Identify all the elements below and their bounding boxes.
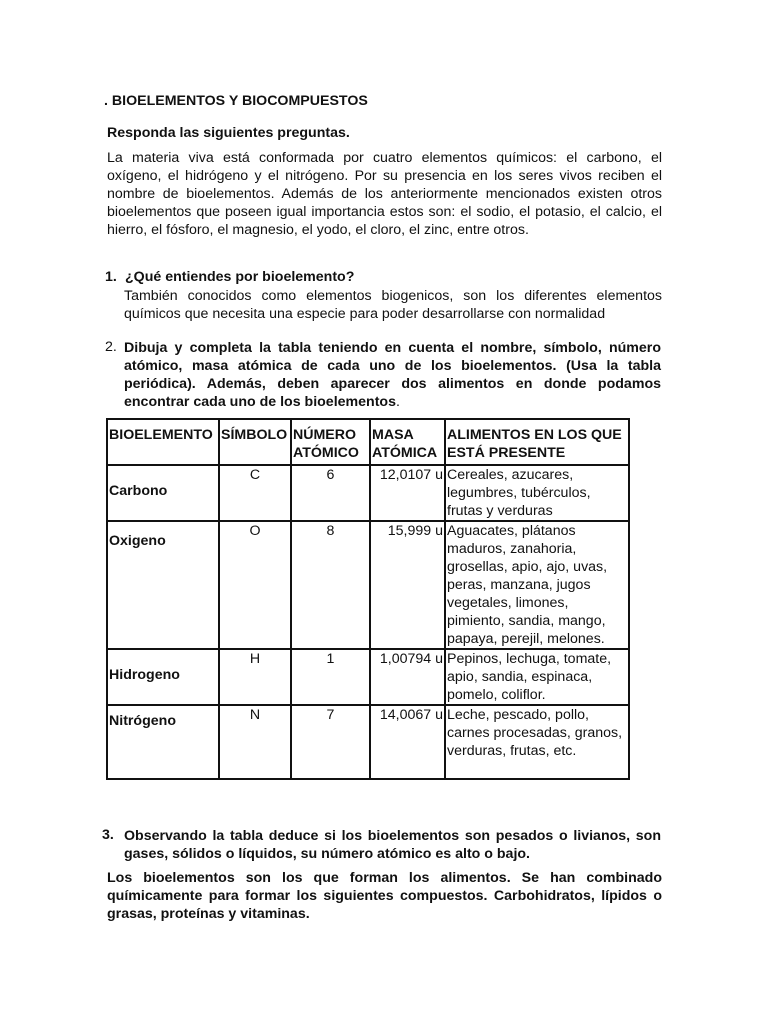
header-alimentos: ALIMENTOS EN LOS QUE ESTÁ PRESENTE	[445, 419, 629, 465]
cell-symbol: N	[219, 705, 291, 779]
cell-foods: Cereales, azucares, legumbres, tubérculos, frutas y verduras	[445, 465, 629, 521]
instruction-text: Responda las siguientes preguntas.	[107, 125, 350, 141]
question-1-text: ¿Qué entiendes por bioelemento?	[125, 269, 355, 285]
cell-symbol: C	[219, 465, 291, 521]
cell-mass: 15,999 u	[370, 521, 445, 649]
table-row	[107, 465, 629, 521]
cell-foods: Leche, pescado, pollo, carnes procesadas, granos, verduras, frutas, etc.	[445, 705, 629, 779]
table-row	[107, 705, 629, 779]
cell-number: 8	[291, 521, 370, 649]
cell-foods: Pepinos, lechuga, tomate, apio, sandia, espinaca, pomelo, coliflor.	[445, 649, 629, 705]
header-numero-atomico: NÚMERO ATÓMICO	[291, 419, 370, 465]
cell-number: 1	[291, 649, 370, 705]
cell-mass: 12,0107 u	[370, 465, 445, 521]
question-2-question: Dibuja y completa la tabla teniendo en cuenta el nombre, símbolo, número atómico, masa atómica de cada uno de los bioelementos. (Usa la tabla periódica). Además, deben aparecer dos alimentos en donde podamos encontrar cada uno de los bioelementos	[124, 340, 661, 410]
cell-name: Nitrógeno	[107, 705, 219, 779]
header-bioelemento: BIOELEMENTO	[107, 419, 219, 465]
question-2-period: .	[396, 394, 400, 410]
cell-number: 7	[291, 705, 370, 779]
cell-symbol: O	[219, 521, 291, 649]
cell-number: 6	[291, 465, 370, 521]
cell-mass: 14,0067 u	[370, 705, 445, 779]
intro-paragraph: La materia viva está conformada por cuatro elementos químicos: el carbono, el oxígeno, el hidrógeno y el nitrógeno. Por su presencia en los seres vivos reciben el nombre de bioelementos. Además de los anteriormente mencionados existen otros bioelementos que poseen igual importancia estos son: el sodio, el potasio, el calcio, el hierro, el fósforo, el magnesio, el yodo, el cloro, el zinc, entre otros.	[107, 150, 662, 238]
bioelements-table	[106, 418, 630, 780]
table-header-row	[107, 419, 629, 465]
question-2-number: 2.	[105, 339, 117, 355]
question-3-text: Observando la tabla deduce si los bioelementos son pesados o livianos, son gases, sólidos o líquidos, su número atómico es alto o bajo.	[124, 828, 661, 862]
question-1-number: 1.	[105, 269, 117, 285]
table-row	[107, 649, 629, 705]
question-2-text	[124, 339, 661, 411]
cell-mass: 1,00794 u	[370, 649, 445, 705]
question-3-answer: Los bioelementos son los que forman los alimentos. Se han combinado químicamente para formar los siguientes compuestos. Carbohidratos, lípidos o grasas, proteínas y vitaminas.	[107, 870, 662, 922]
cell-name: Hidrogeno	[107, 649, 219, 705]
header-masa-atomica: MASA ATÓMICA	[370, 419, 445, 465]
page-title: . BIOELEMENTOS Y BIOCOMPUESTOS	[104, 93, 368, 109]
question-3-number: 3.	[102, 827, 114, 843]
cell-name: Carbono	[107, 465, 219, 521]
question-1-answer: También conocidos como elementos biogenicos, son los diferentes elementos químicos que necesita una especie para poder desarrollarse con normalidad	[124, 288, 662, 322]
cell-name: Oxigeno	[107, 521, 219, 649]
header-simbolo: SÍMBOLO	[219, 419, 291, 465]
table-row	[107, 521, 629, 649]
cell-foods: Aguacates, plátanos maduros, zanahoria, grosellas, apio, ajo, uvas, peras, manzana, jugos vegetales, limones, pimiento, sandia, mango, papaya, perejil, melones.	[445, 521, 629, 649]
cell-symbol: H	[219, 649, 291, 705]
